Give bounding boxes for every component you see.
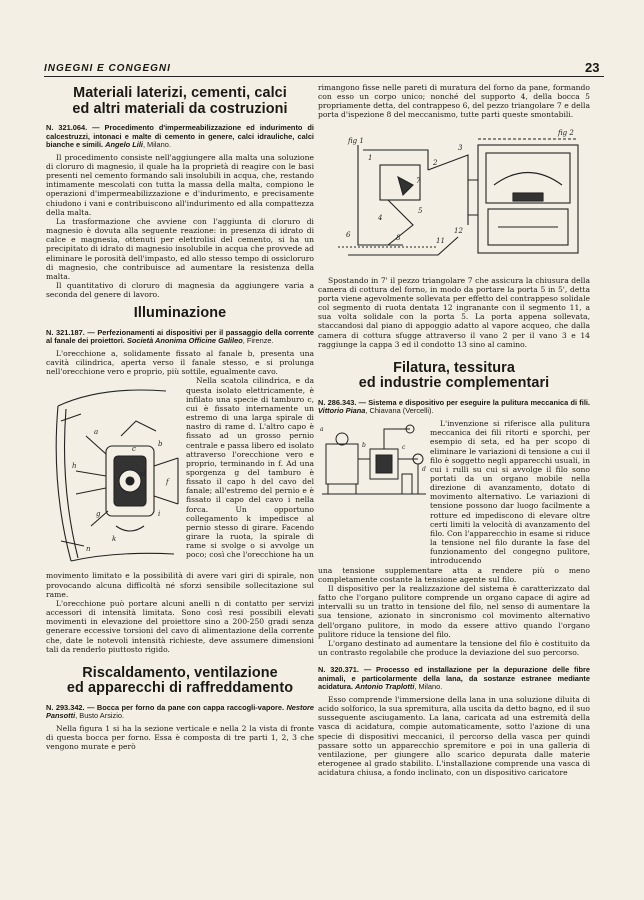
svg-text:11: 11 [436,236,445,245]
paragraph: una tensione supplementare atta a rendere più o meno completamente costante la tensione agente sul filo. [318,565,590,584]
section-title-filatura: Filatura, tessitura ed industrie complementari [358,359,550,392]
paragraph: L'orecchione a, solidamente fissato al fanale b, presenta una cavità cilindrica, aperta verso il fanale stesso, e si prolunga nell'orecchione vero e proprio, più sottile, egualmente cavo. [46,348,314,377]
svg-text:b: b [158,440,163,449]
svg-text:a: a [320,426,324,434]
paragraph: Nella scatola cilindrica, e da questa isolato elettricamente, è infilato una specie di tamburo c, cui è fissato internamente un estremo di una larga spirale di nastro di rame d. L'altro capo è fissato ad un grosso pernio centrale e passa libero ed isolato attraverso l'orecchione vero e proprio, terminando in f. Ad una sporgenza g del tamburo è fissato il capo h del cavo del fanale; all'estremo del pernio e è fissato il capo del cavo i nella forca. Un opportuno collegamento k impedisce al pernio stesso di girare. Facendo girare la ruota, la spirale di rame si svolge o si avvolge un poco; così che l'orecchione ha un [186,376,314,560]
page-number: 23 [585,60,600,75]
searchlight-trunnion-figure [46,376,186,571]
svg-text:fig 1: fig 1 [348,136,364,145]
patent-heading-321064: N. 321.064. — Procedimento d'impermeabilizzazione ed indurimento di calcestruzzi, intonaci e malte di cemento in genere, calci idrauliche, calci bianche e simili. Angelo Lili, Milano. [46,123,314,150]
section-title-materiali: Materiali laterizi, cementi, calci ed altri materiali da costruzioni [72,85,288,117]
paragraph: La trasformazione che avviene con l'aggiunta di cloruro di magnesio è dovuta alla seguente reazione: in presenza di idrato di calce e magnesia, ottenuti per elettrolisi del cemento, si ha un precipitato di idrato di magnesio insolubile in acqua che provvede ad eliminare le porosità dell'impasto, ed allo stesso tempo di ossicloruro di magnesio, che contribuisce ad aumentare la resistenza della malta. [46,216,314,281]
paragraph: L'orecchione può portare alcuni anelli n di contatto per servizi accessori di intensità limitata. Sono così resi possibili elevati movimenti in elevazione del proiettore sino a 200-250 gradi senza generare eccessive torsioni del cavo di alimentazione della corrente che, date le notevoli intensità richieste, deve assumere dimensioni tali da renderlo piuttosto rigido. [46,598,314,654]
svg-text:f: f [166,478,169,487]
paragraph: Nella figura 1 si ha la sezione verticale e nella 2 la vista di fronte di questa bocca per forno. Essa è composta di tre parti 1, 2, 3 che vengono murate e però [46,724,314,752]
svg-text:6: 6 [346,230,351,239]
paragraph: Il quantitativo di cloruro di magnesia da aggiungere varia a seconda del genere di lavoro. [46,280,314,300]
svg-text:k: k [112,535,117,544]
svg-text:d: d [141,470,146,479]
paragraph: L'invenzione si riferisce alla pulitura meccanica dei fili ritorti e sporchi, per esempio di seta, ed ha per scopo di eliminare le variazioni di tensione a cui il filo è soggetto negli apparecchi usuali, in cui i rulli su cui si avvolge il filo sono portati da un organo mobile nella direzione di avanzamento, dotato di movimento alternativo. Le variazioni di tensione possono dar luogo facilmente a rotture ed impediscono di elevare oltre certi limiti la velocità di avanzamento del filo. Con l'apparecchio in esame si riduce la tensione nel filo durante la fase del funzionamento del congegno pulitore, introducendo [430,419,590,566]
left-column [46,83,314,873]
patent-heading-293342: N. 293.342. — Bocca per forno da pane con cappa raccogli-vapore. Nestore Pansotti, Busto Arsizio. [46,702,314,721]
svg-text:h: h [72,462,77,471]
svg-text:g: g [96,510,101,519]
header-rule [44,76,604,77]
patent-heading-321187: N. 321.187. — Perfezionamenti ai dispositivi per il passaggio della corrente al fanale dei proiettori. Società Anonima Officine Galileo, Firenze. [46,327,314,346]
paragraph: movimento limitato e la possibilità di avere vari giri di spirale, non provocando alcuna difficoltà né sforzi sensibile sollecitazione sul rame. [46,571,314,599]
svg-text:n: n [86,545,91,554]
paragraph: rimangono fisse nelle pareti di muratura del forno da pane, formando con esso un corpo unico; nonché del supporto 4, della bocca 5 propriamente detta, del contrappeso 6, del pezzo triangolare 7 e della porta d'ispezione 8 del meccanismo, tutte parti queste smontabili. [318,83,590,120]
svg-text:4: 4 [378,213,383,222]
svg-text:c: c [402,444,406,452]
oven-mouth-figure [318,125,590,273]
yarn-cleaner-figure [318,419,430,499]
svg-text:fig 2: fig 2 [558,128,574,137]
paragraph: Il procedimento consiste nell'aggiungere alla malta una soluzione di cloruro di magnesio, il quale ha la proprietà di reagire con le basi presenti nel cemento formando sali insolubili in acqua, che, restando intimamente mescolati con tutta la massa della malta, compiono le operazioni d'impermeabilizzazione e d'indurimento, e precisamente chiudono i vani e contribuiscono all'indurimento ed alla compattezza della malta. [46,152,314,217]
svg-text:12: 12 [454,226,463,235]
running-title: INGEGNI E CONGEGNI [44,63,171,74]
svg-text:c: c [132,445,136,454]
svg-text:1: 1 [368,153,373,162]
section-title-riscaldamento: Riscaldamento, ventilazione ed apparecchi di raffreddamento [66,664,294,697]
figure-wrap [46,376,314,571]
svg-text:2: 2 [433,158,438,167]
svg-text:8: 8 [396,233,401,242]
right-column [318,83,590,873]
paragraph: L'organo destinato ad aumentare la tensione del filo è costituito da un contrasto regolabile che produce la deviazione del suo percorso. [318,638,590,657]
figure-wrap [318,419,590,566]
paragraph: Il dispositivo per la realizzazione del sistema è caratterizzato dal fatto che l'organo pulitore comprende un organo capace di agire ad intervalli su un tratto in tensione del filo, nel senso di aumentare la sua tensione, azionato in sincronismo col movimento alternativo dell'organo pulitore, in modo da essere attivo quando l'organo pulitore riduce la tensione del filo. [318,583,590,639]
paragraph: Esso comprende l'immersione della lana in una soluzione diluita di acido solforico, la sua spremitura, alla uscita da detto bagno, ed il suo susseguente asciugamento. La lana, caricata ad una estremità della vasca di acidatura, compie automaticamente, sotto l'azione di una specie di dispositivi meccanici, il percorso della vasca per quindi passare sotto un apparecchio spremitore e poi in una galleria di ventilazione, per giungere allo scarico depurata dalle materie eterogenee al grado stabilito. L'installazione comprende una vasca di acidatura chiusa, a fondo inclinato, con un dispositivo caricatore [318,694,590,778]
svg-text:5: 5 [418,206,423,215]
patent-heading-320371: N. 320.371. — Processo ed installazione per la depurazione delle fibre animali, e particolarmente della lana, da sostanze estranee mediante acidatura. Antonio Traplotti, Milano. [318,665,590,692]
svg-text:7: 7 [416,176,421,185]
svg-text:i: i [158,510,161,519]
svg-text:d: d [422,466,426,474]
svg-text:b: b [362,442,366,450]
svg-text:a: a [94,428,99,437]
patent-heading-286343: N. 286.343. — Sistema e dispositivo per eseguire la pulitura meccanica di fili. Vittorio Piana, Chiavana (Vercelli). [318,397,590,416]
section-title-illuminazione: Illuminazione [133,305,227,322]
svg-text:3: 3 [458,143,463,152]
paragraph: Spostando in 7' il pezzo triangolare 7 che assicura la chiusura della camera di cottura del forno, in modo da portare la porta 5 in 5', detta porta viene agevolmente sollevata per effetto del contrappeso solidale col segmento di ruota dentata 12 ingranante con il segmento 11, a sua volta solidale con la porta 5. La porta appena sollevata, staccandosi dal piano di appoggio adatto al vapore acqueo, che dalla camera di cottura sfugge attraverso il vano 2 per il vano 3 e 14 raggiunge la cappa 3 ed il condotto 13 sino al camino. [318,275,590,349]
